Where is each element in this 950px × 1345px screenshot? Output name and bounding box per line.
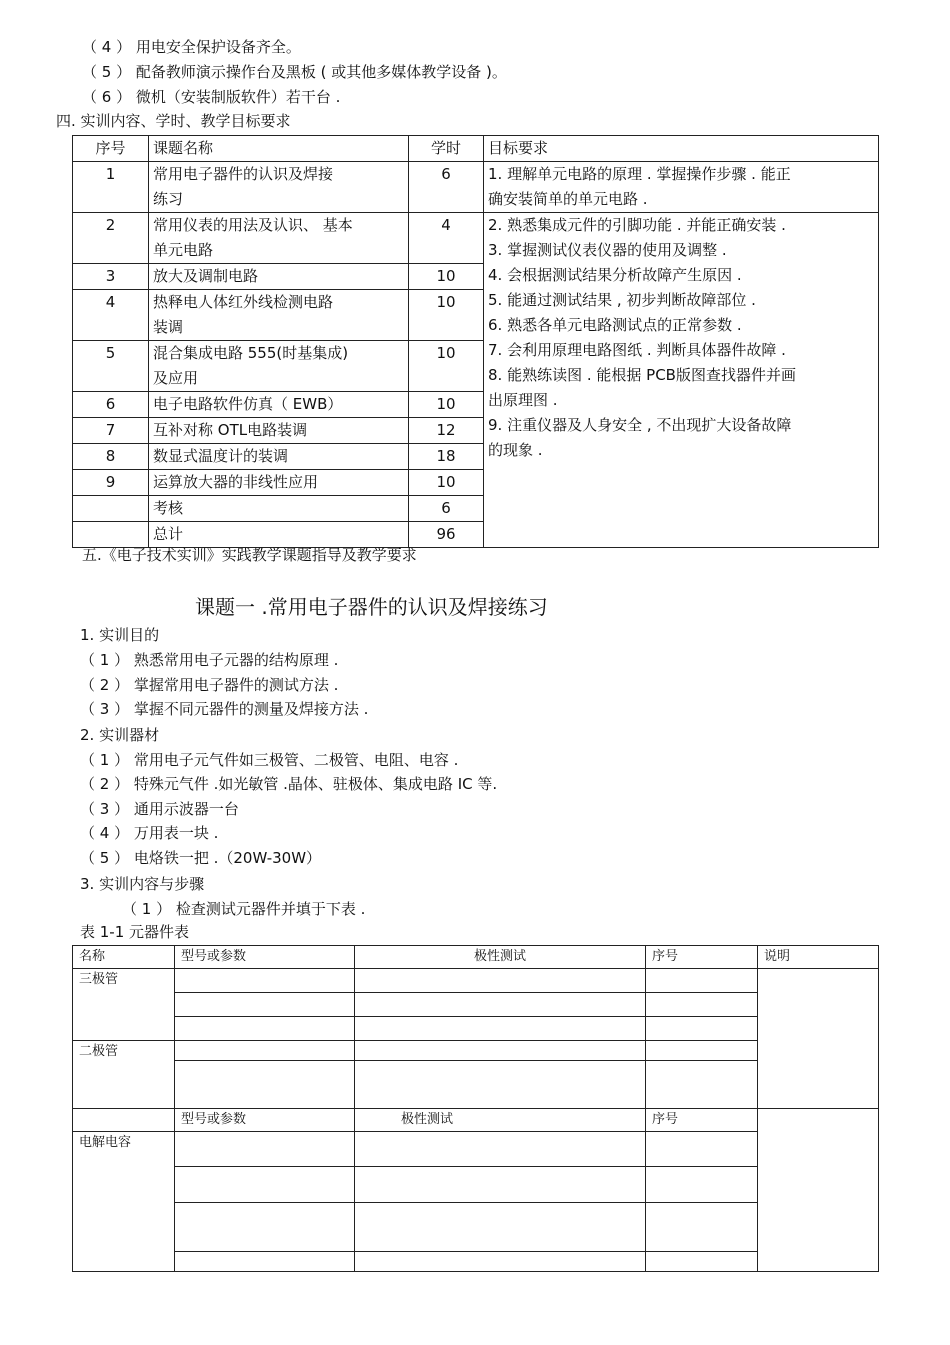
row-name: 放大及调制电路	[149, 264, 409, 290]
note-cell-2	[758, 1109, 879, 1272]
body-line: （ 3 ） 掌握不同元器件的测量及焊接方法 .	[80, 700, 369, 718]
cell	[175, 969, 355, 993]
row-name: 常用仪表的用法及认识、 基本 单元电路	[149, 213, 409, 264]
section4-title: 四. 实训内容、学时、教学目标要求	[56, 112, 291, 130]
body-line: （ 5 ） 电烙铁一把 .（20W-30W）	[80, 849, 322, 867]
row-no	[73, 496, 149, 522]
cell	[355, 1252, 646, 1272]
cell	[646, 1252, 758, 1272]
row-name: 运算放大器的非线性应用	[149, 470, 409, 496]
cell	[355, 1203, 646, 1252]
t2-header2-no: 序号	[646, 1109, 758, 1132]
body-line: （ 1 ） 熟悉常用电子元器的结构原理 .	[80, 651, 339, 669]
row-hours: 96	[409, 522, 484, 548]
row-hours: 12	[409, 418, 484, 444]
cell	[355, 993, 646, 1017]
component-table	[72, 945, 879, 1272]
row-hours: 18	[409, 444, 484, 470]
row-no: 5	[73, 341, 149, 392]
t2-header-no: 序号	[646, 946, 758, 969]
row-name: 常用电子器件的认识及焊接 练习	[149, 162, 409, 213]
cell	[646, 1132, 758, 1167]
label-electrolytic-capacitor: 电解电容	[73, 1132, 175, 1272]
cell	[646, 969, 758, 993]
body-line: （ 2 ） 特殊元气件 .如光敏管 .晶体、驻极体、集成电路 IC 等.	[80, 775, 498, 793]
cell	[175, 1017, 355, 1041]
topic-title: 课题一 .常用电子器件的认识及焊接练习	[195, 595, 548, 619]
section5-title: 五.《电子技术实训》实践教学课题指导及教学要求	[82, 546, 417, 564]
cell	[175, 1041, 355, 1061]
cell	[646, 1017, 758, 1041]
t2-header2-model: 型号或参数	[175, 1109, 355, 1132]
row-hours: 6	[409, 496, 484, 522]
cell	[646, 1203, 758, 1252]
body-line: 1. 实训目的	[80, 626, 160, 644]
cell	[646, 1167, 758, 1203]
row-no: 7	[73, 418, 149, 444]
row-no: 1	[73, 162, 149, 213]
cell	[355, 1132, 646, 1167]
cell	[355, 969, 646, 993]
t2-header2-polarity: 极性测试	[355, 1109, 646, 1132]
label-diode: 二极管	[73, 1041, 175, 1109]
cell	[175, 1132, 355, 1167]
cell	[73, 1109, 175, 1132]
cell	[355, 1061, 646, 1109]
curriculum-table	[72, 135, 879, 548]
cell	[355, 1167, 646, 1203]
item-4: （ 4 ） 用电安全保护设备齐全。	[82, 38, 301, 56]
row-no	[73, 522, 149, 548]
cell	[646, 993, 758, 1017]
row-name: 数显式温度计的装调	[149, 444, 409, 470]
body-line: （ 2 ） 掌握常用电子器件的测试方法 .	[80, 676, 339, 694]
row-name: 总计	[149, 522, 409, 548]
cell	[175, 1203, 355, 1252]
body-line: （ 3 ） 通用示波器一台	[80, 800, 239, 818]
cell	[175, 1252, 355, 1272]
goals-rest: 2. 熟悉集成元件的引脚功能 . 并能正确安装 . 3. 掌握测试仪表仪器的使用及调整 . 4. 会根据测试结果分析故障产生原因 . 5. 能通过测试结果 , 初步判断故障部位 . 6. 熟悉各单元电路测试点的正常参数 . 7. 会利用原理电路图纸 . 判断具体器件故障 . 8. 能熟练读图 . 能根据 PCB版图查找器件并画 出原理图 . 9. 注重仪器及人身安全 , 不出现扩大设备故障 的现象 .	[484, 213, 879, 548]
row-no: 3	[73, 264, 149, 290]
body-line: （ 1 ） 常用电子元气件如三极管、二极管、电阻、电容 .	[80, 751, 459, 769]
header-name: 课题名称	[149, 136, 409, 162]
label-transistor: 三极管	[73, 969, 175, 1041]
body-line: 3. 实训内容与步骤	[80, 875, 205, 893]
body-line: 2. 实训器材	[80, 726, 160, 744]
row-hours: 4	[409, 213, 484, 264]
cell	[355, 1017, 646, 1041]
cell	[175, 993, 355, 1017]
row-no: 9	[73, 470, 149, 496]
t2-header-polarity: 极性测试	[355, 946, 646, 969]
row-no: 8	[73, 444, 149, 470]
cell	[646, 1061, 758, 1109]
t2-header-note: 说明	[758, 946, 879, 969]
row-hours: 6	[409, 162, 484, 213]
row-name: 热释电人体红外线检测电路 装调	[149, 290, 409, 341]
row-hours: 10	[409, 470, 484, 496]
t2-header-model: 型号或参数	[175, 946, 355, 969]
note-cell	[758, 969, 879, 1109]
row-no: 4	[73, 290, 149, 341]
item-6: （ 6 ） 微机（安装制版软件）若干台 .	[82, 88, 341, 106]
cell	[646, 1041, 758, 1061]
header-goals: 目标要求	[484, 136, 879, 162]
cell	[175, 1167, 355, 1203]
row-hours: 10	[409, 290, 484, 341]
cell	[355, 1041, 646, 1061]
item-5: （ 5 ） 配备教师演示操作台及黑板 ( 或其他多媒体教学设备 )。	[82, 63, 507, 81]
step-1: （ 1 ） 检查测试元器件并填于下表 .	[122, 900, 366, 918]
row-hours: 10	[409, 264, 484, 290]
cell	[175, 1061, 355, 1109]
t2-header-name: 名称	[73, 946, 175, 969]
header-no: 序号	[73, 136, 149, 162]
goal-1: 1. 理解单元电路的原理 . 掌握操作步骤 . 能正 确安装简单的单元电路 .	[484, 162, 879, 213]
row-name: 混合集成电路 555(时基集成) 及应用	[149, 341, 409, 392]
row-name: 考核	[149, 496, 409, 522]
table2-caption: 表 1-1 元器件表	[80, 923, 190, 941]
body-line: （ 4 ） 万用表一块 .	[80, 824, 219, 842]
row-name: 互补对称 OTL电路装调	[149, 418, 409, 444]
row-hours: 10	[409, 341, 484, 392]
header-hours: 学时	[409, 136, 484, 162]
row-name: 电子电路软件仿真（ EWB）	[149, 392, 409, 418]
row-hours: 10	[409, 392, 484, 418]
row-no: 6	[73, 392, 149, 418]
row-no: 2	[73, 213, 149, 264]
